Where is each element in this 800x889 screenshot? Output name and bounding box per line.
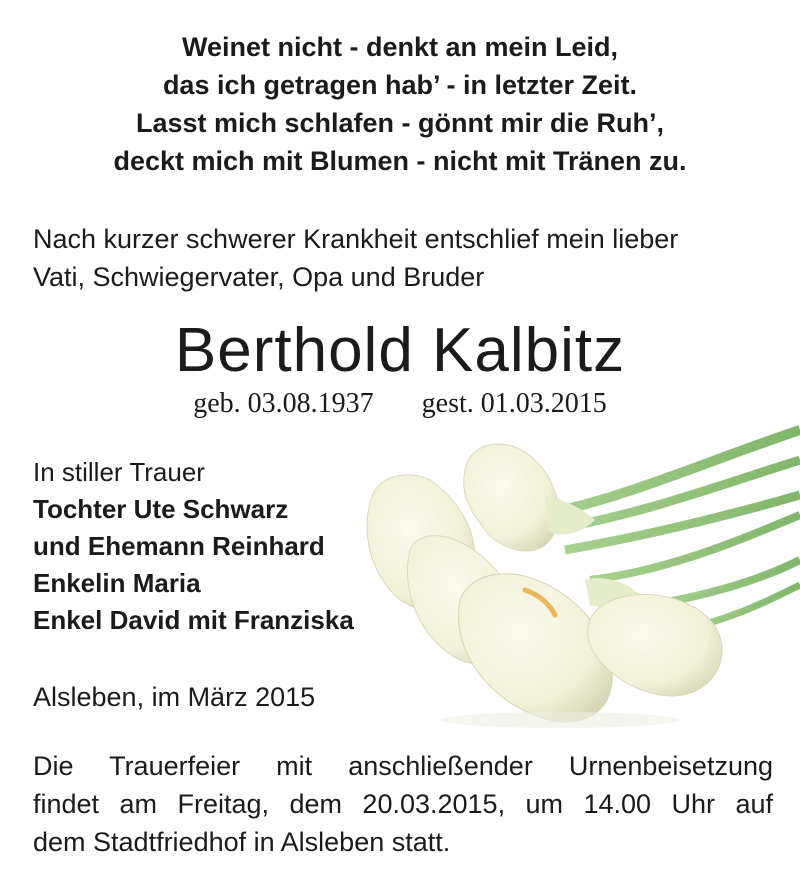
funeral-line: dem Stadtfriedhof in Alsleben statt. (33, 827, 451, 857)
announcement-line: Nach kurzer schwerer Krankheit entschlief mein lieber (33, 224, 679, 254)
place-and-date: Alsleben, im März 2015 (33, 682, 316, 712)
death-announcement (33, 220, 773, 296)
funeral-line: findet am Freitag, dem 20.03.2015, um 14.00 Uhr auf (33, 789, 773, 819)
deceased-name: Berthold Kalbitz (174, 316, 626, 385)
mourner-name: und Ehemann Reinhard (33, 531, 325, 561)
poem-line: deckt mich mit Blumen - nicht mit Tränen zu. (113, 146, 687, 176)
poem (0, 28, 800, 180)
death-date: gest. 01.03.2015 (421, 388, 607, 419)
mourner-name: Enkelin Maria (33, 568, 201, 598)
funeral-line: Die Trauerfeier mit anschließender Urnenbeisetzung (33, 751, 773, 781)
life-dates (0, 386, 800, 422)
poem-line: das ich getragen hab’ - in letzter Zeit. (162, 70, 638, 100)
funeral-info (33, 747, 773, 861)
mourners-list (33, 454, 433, 639)
mourner-name: Enkel David mit Franziska (33, 605, 354, 635)
mourner-name: Tochter Ute Schwarz (33, 494, 289, 524)
mourning-heading: In stiller Trauer (33, 457, 205, 487)
poem-line: Weinet nicht - denkt an mein Leid, (181, 32, 619, 62)
birth-date: geb. 03.08.1937 (193, 388, 374, 419)
announcement-line: Vati, Schwiegervater, Opa und Bruder (33, 262, 485, 292)
poem-line: Lasst mich schlafen - gönnt mir die Ruh’, (135, 108, 665, 138)
